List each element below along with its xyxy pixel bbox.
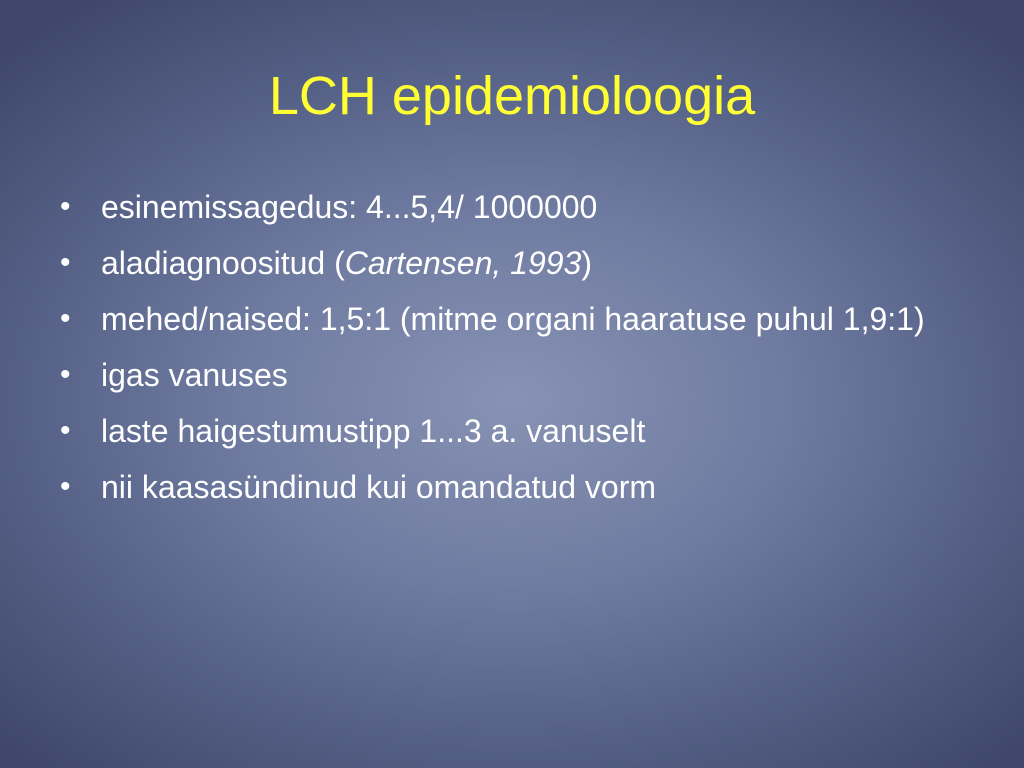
bullet-text-before: aladiagnoositud (	[101, 245, 345, 281]
bullet-dot-icon: •	[60, 470, 71, 503]
bullet-text: nii kaasasündinud kui omandatud vorm	[101, 469, 656, 505]
bullet-text-after: )	[581, 245, 592, 281]
bullet-item-incidence	[58, 186, 958, 228]
bullet-text: mehed/naised: 1,5:1 (mitme organi haaratuse puhul 1,9:1)	[101, 301, 925, 337]
citation: Cartensen, 1993	[344, 245, 582, 281]
bullet-item-sex-ratio	[58, 298, 958, 340]
bullet-dot-icon: •	[60, 358, 71, 391]
bullet-list	[58, 186, 958, 522]
bullet-text: laste haigestumustipp 1...3 a. vanuselt	[101, 413, 646, 449]
bullet-item-any-age	[58, 354, 958, 396]
bullet-dot-icon: •	[60, 190, 71, 223]
bullet-dot-icon: •	[60, 246, 71, 279]
slide-title: LCH epidemioloogia	[268, 66, 756, 126]
bullet-item-peak-age	[58, 410, 958, 452]
bullet-dot-icon: •	[60, 302, 71, 335]
bullet-text: igas vanuses	[101, 357, 288, 393]
bullet-item-underdiagnosed	[58, 242, 958, 284]
bullet-item-forms	[58, 466, 958, 508]
bullet-text: esinemissagedus: 4...5,4/ 1000000	[101, 189, 598, 225]
bullet-dot-icon: •	[60, 414, 71, 447]
